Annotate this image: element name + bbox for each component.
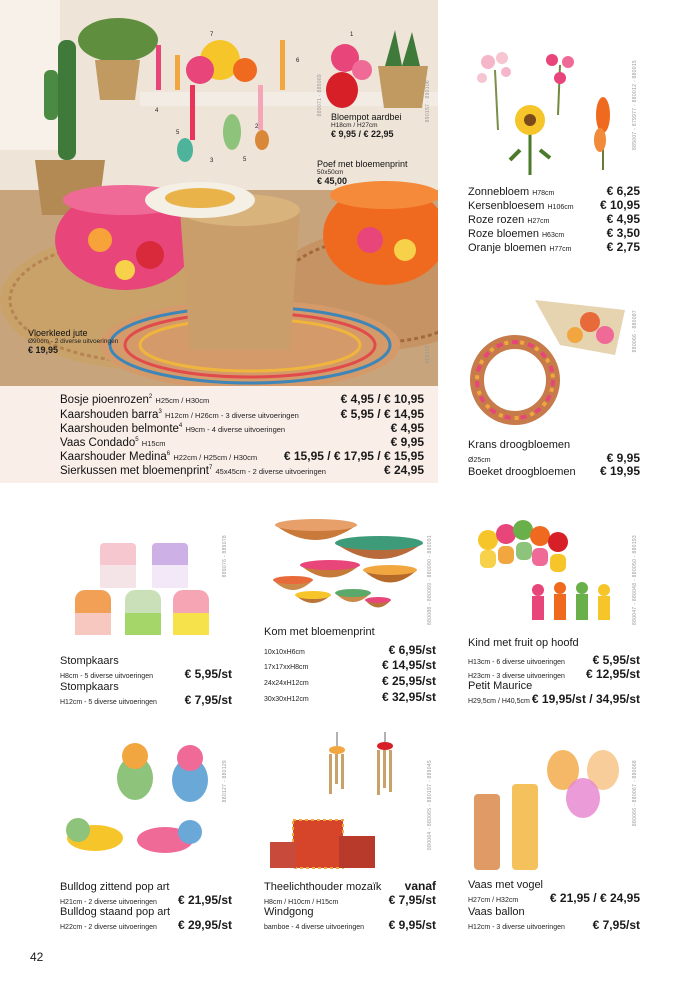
item-price: € 7,95/st [388, 893, 436, 907]
list-item: 30x30xH12cm € 32,95/st [264, 690, 436, 704]
glass-vases-illustration [468, 738, 628, 873]
callout-dims: Ø90cm - 2 diverse uitvoeringen [28, 338, 119, 345]
list-item: 17x17xxH8cm € 14,95/st [264, 658, 436, 672]
list-item: Kaarshouden barra$^3$ H12cm / H26cm - 3 diverse uitvoeringen € 5,95 / € 14,95 [60, 407, 424, 421]
list-item: Boeket droogbloemen € 19,95 [468, 464, 640, 478]
callout-poef [317, 159, 408, 186]
kids-title: Kind met fruit op hoofd [468, 637, 579, 649]
artificial-flowers-illustration [460, 40, 660, 180]
flowers-image [460, 40, 660, 180]
bulldogs-image [60, 738, 225, 873]
item-price: € 7,95/st [184, 693, 232, 707]
item-price: € 6,95/st [388, 643, 436, 657]
product-code: 880047 - 880048 - 880050 - 880193 [632, 535, 638, 625]
callout-bloempot [331, 112, 402, 139]
list-item: 10x10xH6cm € 6,95/st [264, 643, 436, 657]
item-price: € 19,95/st / 34,95/st [531, 692, 640, 706]
item-price: € 12,95/st [585, 667, 640, 681]
callout-price: € 45,00 [317, 176, 348, 186]
product-code: 889159 [425, 345, 431, 364]
list-item: Krans droogbloemen Ø25cm € 9,95 [468, 439, 640, 465]
callout-title: Poef met bloemenprint [317, 159, 408, 169]
hero-photo [0, 0, 438, 386]
bowls-image [265, 515, 430, 620]
kids-figures-image [468, 510, 628, 630]
product-code: 880088 - 880089 - 880090 - 880091 [427, 535, 433, 625]
product-code: 889076 - 889078 [222, 535, 228, 578]
list-item: Kersenbloesem H106cm € 10,95 [468, 198, 640, 212]
item-price: € 10,95 [599, 198, 640, 212]
list-item: Theelichthouder mozaïk vanaf H8cm / H10cm / H15cm € 7,95/st [264, 879, 436, 907]
marker-1: 1 [350, 32, 354, 38]
list-item: Bulldog staand pop art H22cm - 2 diverse uitvoeringen € 29,95/st [60, 906, 232, 932]
vases-image [468, 738, 628, 873]
product-code: 890157 · 890106 [425, 80, 431, 123]
item-price: € 5,95/st [184, 667, 232, 681]
item-price: € 2,75 [606, 240, 640, 254]
product-code: 885007 - 879977 - 880012 - 880015 [632, 60, 638, 150]
list-item: Zonnebloem H78cm € 6,25 [468, 184, 640, 198]
item-price: € 25,95/st [381, 674, 436, 688]
list-item: Bosje pioenrozen$^2$ H25cm / H30cm € 4,95 / € 10,95 [60, 392, 424, 406]
marker-3: 3 [210, 158, 214, 164]
list-item: Kaarshouder Medina$^6$ H22cm / H25cm / H30cm € 15,95 / € 17,95 / € 15,95 [60, 449, 424, 463]
product-code: 880066 - 880067 - 880068 [632, 760, 638, 827]
list-item: Kaarshouden belmonte$^4$ H9cm - 4 diverse uitvoeringen € 4,95 [60, 421, 424, 435]
item-price: € 19,95 [599, 464, 640, 478]
item-price: € 21,95 / € 24,95 [549, 891, 640, 905]
callout-title: Bloempot aardbei [331, 112, 402, 122]
tealight-windchime-image [265, 730, 430, 875]
list-item: H23cm - 3 diverse uitvoeringen € 12,95/st [468, 667, 640, 681]
list-item: Petit Maurice H29,5cm / H40,5cm € 19,95/st / 34,95/st [468, 680, 640, 706]
list-item: Roze bloemen H63cm € 3,50 [468, 226, 640, 240]
bowls-title: Kom met bloemenprint [264, 626, 375, 638]
list-item: Bulldog zittend pop art H21cm - 2 diverse uitvoeringen € 21,95/st [60, 881, 232, 907]
flower-bowls-illustration [265, 515, 430, 620]
callout-dims: H18cm / H27cm [331, 122, 378, 129]
marker-7: 7 [210, 32, 214, 38]
vanaf-label: vanaf [404, 879, 436, 893]
marker-5b: 5 [243, 157, 247, 163]
list-item: Roze rozen H27cm € 4,95 [468, 212, 640, 226]
list-item: Stompkaars H12cm - 5 diverse uitvoeringen € 7,95/st [60, 681, 232, 707]
list-item: Vaas Condado$^5$ H15cm € 9,95 [60, 435, 424, 449]
item-price: € 6,25 [606, 184, 640, 198]
item-price: € 32,95/st [381, 690, 436, 704]
item-price: € 7,95/st [592, 918, 640, 932]
product-code: 880127 - 880129 [222, 760, 228, 803]
hero-product-list [0, 386, 438, 483]
product-code: 880066 - 880087 [632, 310, 638, 353]
item-price: € 15,95 / € 17,95 / € 15,95 [283, 449, 424, 463]
item-price: € 5,95/st [592, 653, 640, 667]
candles-image [70, 535, 220, 645]
item-price: € 9,95 [606, 451, 640, 465]
item-price: € 3,50 [606, 226, 640, 240]
page-number: 42 [30, 950, 44, 964]
item-price: € 29,95/st [177, 918, 232, 932]
item-price: € 21,95/st [177, 893, 232, 907]
marker-4: 4 [155, 108, 159, 114]
callout-title: Vloerkleed jute [28, 328, 88, 338]
item-price: € 5,95 / € 14,95 [340, 407, 424, 421]
popart-bulldogs-illustration [60, 738, 225, 873]
fruit-kids-illustration [468, 510, 628, 630]
item-price: € 4,95 / € 10,95 [340, 392, 424, 406]
list-item: Vaas met vogel H27cm / H32cm € 21,95 / € 24,95 [468, 879, 640, 905]
marker-2: 2 [255, 124, 259, 130]
item-price: € 24,95 [383, 463, 424, 477]
marker-5a: 5 [176, 130, 180, 136]
pillar-candles-illustration [70, 535, 220, 645]
item-price: € 9,95/st [388, 918, 436, 932]
list-item: Sierkussen met bloemenprint$^7$ 45x45cm - 2 diverse uitvoeringen € 24,95 [60, 463, 424, 477]
callout-vloerkleed [28, 328, 118, 355]
item-price: € 14,95/st [381, 658, 436, 672]
item-price: € 9,95 [390, 435, 424, 449]
list-item: Vaas ballon H12cm - 3 diverse uitvoeringen € 7,95/st [468, 906, 640, 932]
mosaic-tealight-windchime-illustration [265, 730, 430, 875]
list-item: 24x24xH12cm € 25,95/st [264, 674, 436, 688]
list-item: H13cm - 6 diverse uitvoeringen € 5,95/st [468, 653, 640, 667]
product-code: 880064 - 880065 - 880197 - 889045 [427, 760, 433, 850]
callout-dims: 50x50cm [317, 169, 344, 176]
marker-6: 6 [296, 58, 300, 64]
dried-flowers-image [465, 290, 635, 430]
callout-price: € 9,95 / € 22,95 [331, 129, 394, 139]
item-price: € 4,95 [390, 421, 424, 435]
product-code: 889071 · 889069 [317, 74, 323, 117]
item-price: € 4,95 [606, 212, 640, 226]
wreath-bouquet-illustration [465, 290, 635, 430]
callout-price: € 19,95 [28, 345, 59, 355]
list-item: Windgong bamboe - 4 diverse uitvoeringen € 9,95/st [264, 906, 436, 932]
list-item: Stompkaars H8cm - 5 diverse uitvoeringen € 5,95/st [60, 655, 232, 681]
list-item: Oranje bloemen H77cm € 2,75 [468, 240, 640, 254]
